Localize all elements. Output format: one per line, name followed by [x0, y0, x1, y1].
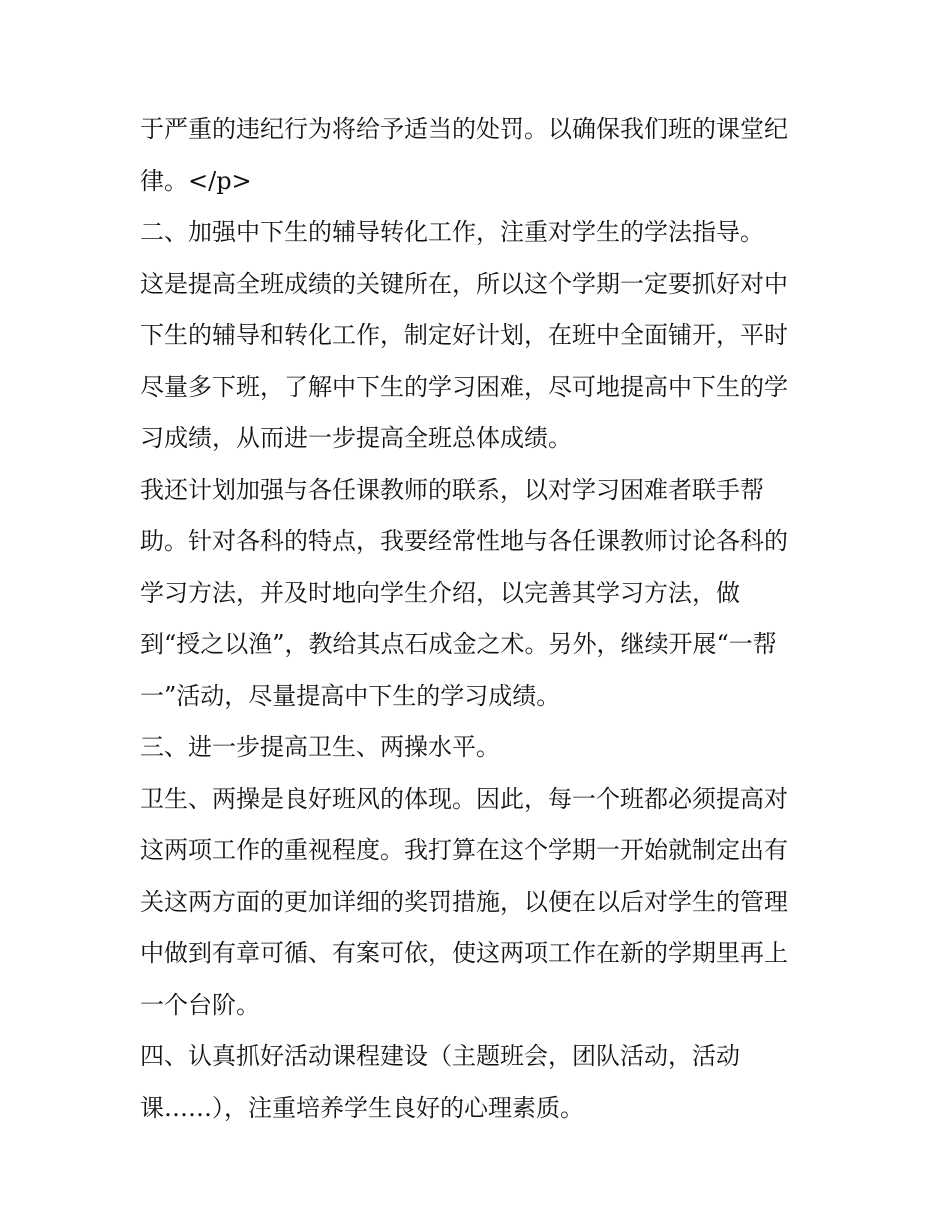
text-line: 助。针对各科的特点，我要经常性地与各任课教师讨论各科的 — [140, 527, 788, 555]
text-line: 中做到有章可循、有案可依，使这两项工作在新的学期里再上 — [140, 939, 788, 967]
text-line: 课……），注重培养学生良好的心理素质。 — [140, 1093, 584, 1122]
text-line: 关这两方面的更加详细的奖罚措施，以便在以后对学生的管理 — [140, 887, 788, 916]
text-line: 尽量多下班，了解中下生的学习困难，尽可地提高中下生的学 — [140, 372, 788, 401]
text-line: 下生的辅导和转化工作，制定好计划，在班中全面铺开，平时 — [140, 321, 788, 349]
text-line: 律。</p> — [140, 166, 252, 195]
document-body — [140, 104, 820, 1134]
text-line: 习成绩，从而进一步提高全班总体成绩。 — [140, 424, 572, 452]
section-heading: 三、进一步提高卫生、两操水平。 — [140, 733, 500, 761]
text-line: 一个台阶。 — [140, 990, 260, 1019]
section-heading: 四、认真抓好活动课程建设（主题班会，团队活动，活动 — [140, 1042, 740, 1070]
text-line: 我还计划加强与各任课教师的联系，以对学习困难者联手帮 — [140, 475, 764, 504]
text-line: 这两项工作的重视程度。我打算在这个学期一开始就制定出有 — [140, 836, 788, 864]
text-line: 到“授之以渔”，教给其点石成金之术。另外，继续开展“一帮 — [140, 630, 777, 658]
text-line: 这是提高全班成绩的关键所在，所以这个学期一定要抓好对中 — [140, 269, 788, 298]
text-line: 学习方法，并及时地向学生介绍，以完善其学习方法，做 — [140, 578, 740, 607]
section-heading: 二、加强中下生的辅导转化工作，注重对学生的学法指导。 — [140, 218, 764, 246]
text-line: 卫生、两操是良好班风的体现。因此，每一个班都必须提高对 — [140, 784, 788, 813]
text-line: 一”活动，尽量提高中下生的学习成绩。 — [140, 681, 561, 710]
text-line: 于严重的违纪行为将给予适当的处罚。以确保我们班的课堂纪 — [140, 115, 788, 143]
